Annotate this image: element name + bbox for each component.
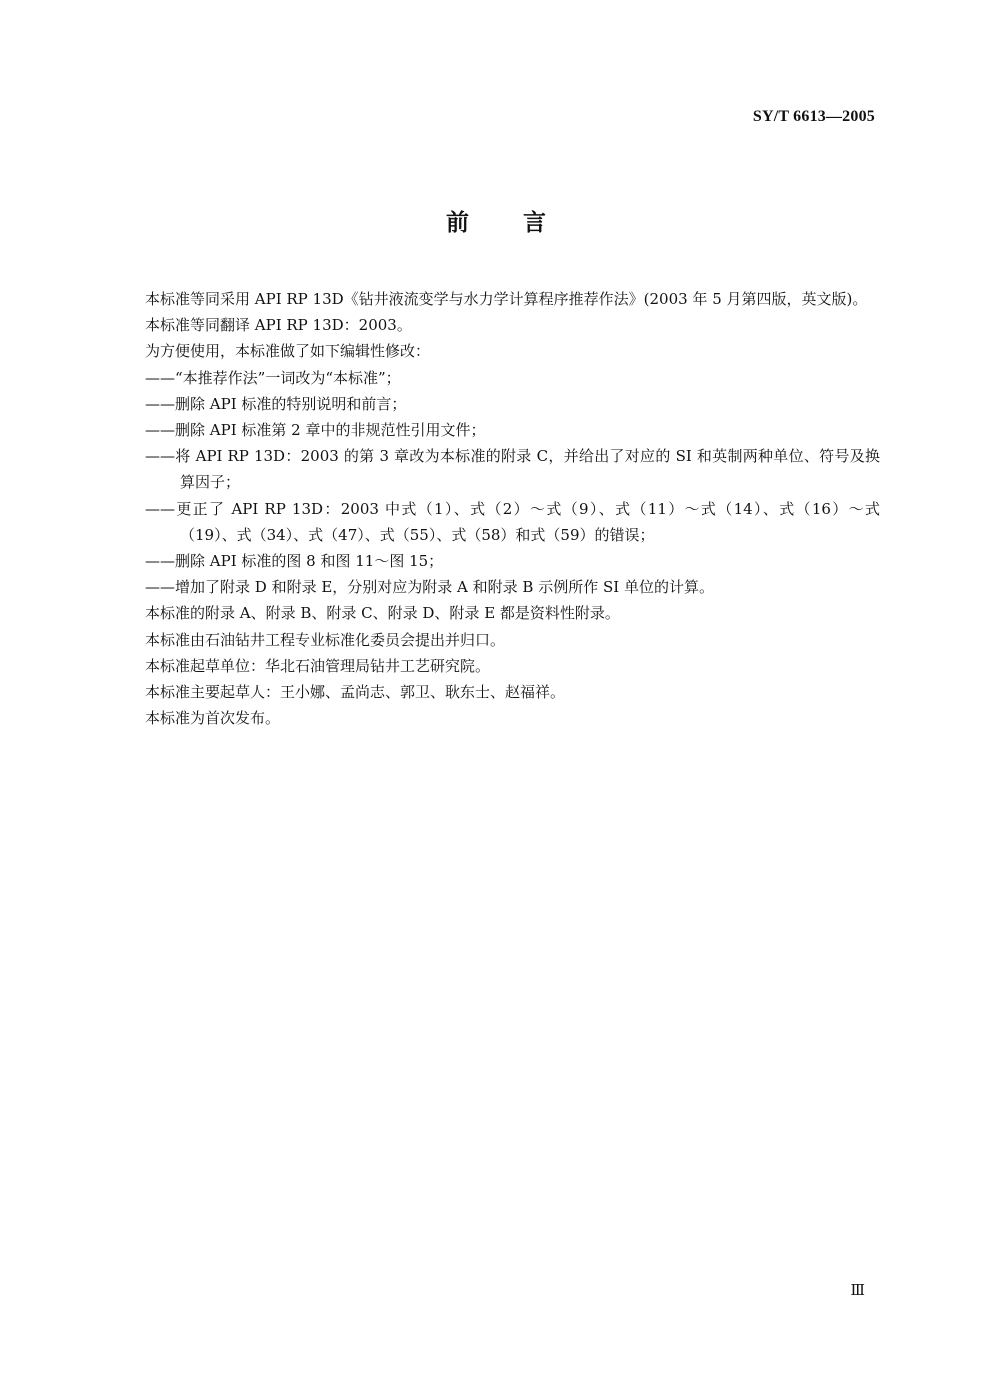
edit-item: ——删除 API 标准的图 8 和图 11～图 15； bbox=[145, 552, 444, 571]
paragraph: 本标准由石油钻井工程专业标准化委员会提出并归口。 bbox=[145, 630, 506, 649]
edit-item: ——“本推荐作法”一词改为“本标准”； bbox=[145, 368, 401, 387]
edit-item: ——将 API RP 13D：2003 的第 3 章改为本标准的附录 C，并给出了对应的 SI 和英制两种单位、符号及换算因子； bbox=[145, 447, 880, 492]
page-title: 前言 bbox=[446, 210, 600, 236]
body-text bbox=[110, 286, 880, 731]
edit-item: ——增加了附录 D 和附录 E，分别对应为附录 A 和附录 B 示例所作 SI 单位的计算。 bbox=[145, 578, 714, 597]
standard-code: SY/T 6613—2005 bbox=[752, 108, 875, 125]
paragraph: 本标准为首次发布。 bbox=[145, 709, 281, 728]
paragraph: 本标准起草单位：华北石油管理局钻井工艺研究院。 bbox=[145, 656, 491, 675]
page-number: Ⅲ bbox=[850, 1283, 865, 1299]
edit-item: ——删除 API 标准第 2 章中的非规范性引用文件； bbox=[145, 421, 486, 440]
paragraph: 本标准等同翻译 API RP 13D：2003。 bbox=[145, 316, 412, 335]
edit-item: ——删除 API 标准的特别说明和前言； bbox=[145, 394, 407, 413]
paragraph: 本标准主要起草人：王小娜、孟尚志、郭卫、耿东士、赵福祥。 bbox=[145, 683, 566, 702]
edit-item: ——更正了 API RP 13D：2003 中式（1）、式（2）～式（9）、式（11）～式（14）、式（16）～式（19）、式（34）、式（47）、式（55）、式（58）和式（59）的错误； bbox=[145, 499, 880, 544]
paragraph: 本标准等同采用 API RP 13D《钻井液流变学与水力学计算程序推荐作法》(2003 年 5 月第四版，英文版)。 bbox=[145, 290, 868, 308]
paragraph: 本标准的附录 A、附录 B、附录 C、附录 D、附录 E 都是资料性附录。 bbox=[145, 604, 620, 623]
paragraph: 为方便使用，本标准做了如下编辑性修改： bbox=[145, 342, 431, 361]
